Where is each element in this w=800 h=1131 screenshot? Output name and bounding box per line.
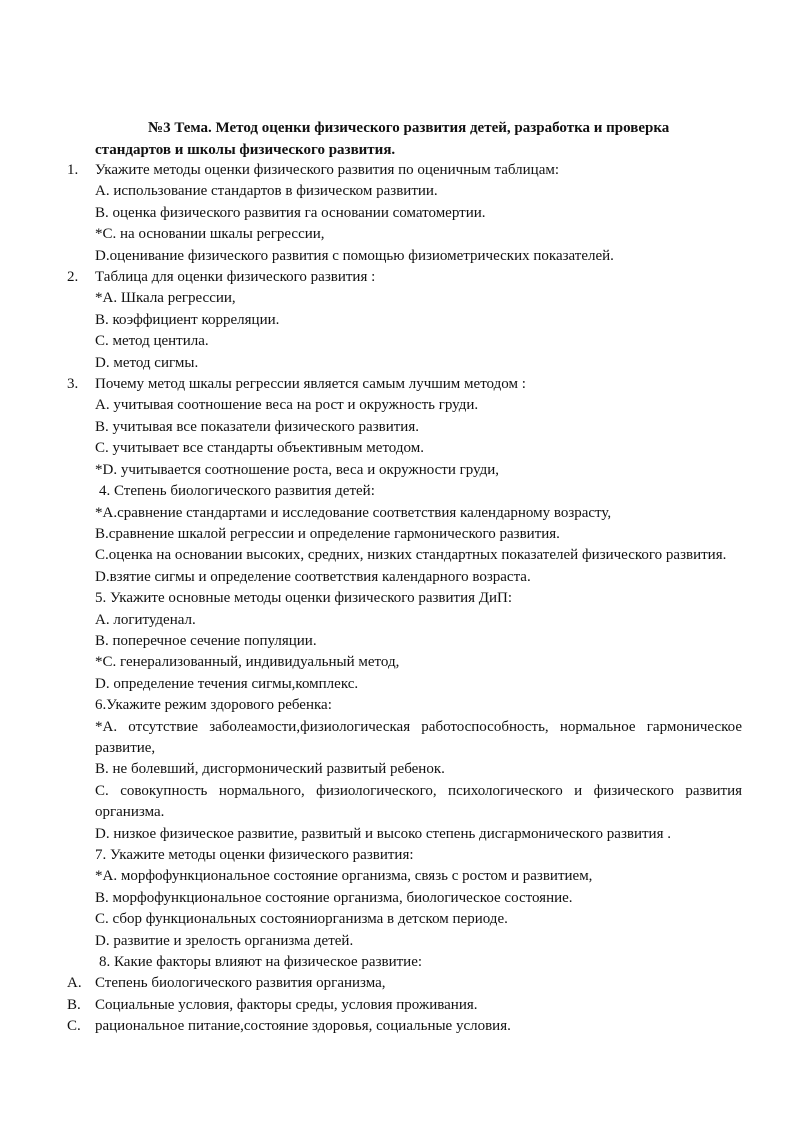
answer-option: В. коэффициент корреляции. [95,311,280,328]
answer-option: В. поперечное сечение популяции. [95,632,317,649]
answer-option: А. учитывая соотношение веса на рост и окружность груди. [95,397,479,414]
factor-item [67,1016,742,1037]
answer-option: В. морфофункциональное состояние организма, биологическое состояние. [95,889,573,906]
question-4: 4. Степень биологического развития детей: [99,483,375,500]
answer-option: В. оценка физического развития га основании соматомертии. [95,204,486,221]
answer-option: А. использование стандартов в физическом развитии. [95,183,438,200]
question-text: Почему метод шкалы регрессии является самым лучшим методом : [95,376,526,393]
answer-option: А. логитуденал. [95,611,196,628]
answer-option: С. сбор функциональных состояниорганизма в детском периоде. [95,911,508,928]
answer-option: В. учитывая все показатели физического развития. [95,418,419,435]
document-title: №3 Тема. Метод оценки физического развития детей, разработка и проверка стандартов и школы физического развития. [95,120,670,158]
answer-option-correct: *А.сравнение стандартами и исследование соответствия календарному возрасту, [95,504,612,521]
question-number: 1. [67,162,79,178]
question-2 [67,267,742,288]
answer-option: D. определение течения сигмы,комплекс. [95,675,359,692]
answer-option-correct: *А. отсутствие заболеамости,физиологическая работоспособность, нормальное гармоническое развитие, [95,718,742,756]
question-8: 8. Какие факторы влияют на физическое развитие: [99,954,423,971]
answer-option: D. развитие и зрелость организма детей. [95,932,354,949]
factor-letter: A. [67,975,82,992]
question-7: 7. Укажите методы оценки физического развития: [95,847,414,863]
answer-option: С. метод центила. [95,333,209,350]
factor-text: Степень биологического развития организма, [95,975,386,992]
factor-letter: B. [67,996,81,1013]
question-6: 6.Укажите режим здорового ребенка: [95,697,332,714]
answer-option: D. низкое физическое развитие, развитый и высоко степень дисгармонического развития . [95,825,671,842]
question-3 [67,374,742,395]
answer-option: D.оценивание физического развития с помощью физиометрических показателей. [95,247,614,264]
answer-option: В. не болевший, дисгормонический развитый ребенок. [95,761,445,778]
questions-list [67,160,742,1038]
question-5: 5. Укажите основные методы оценки физического развития ДиП: [95,590,513,607]
question-text: Таблица для оценки физического развития : [95,269,376,286]
question-number: 2. [67,269,79,286]
answer-option-correct: *А. Шкала регрессии, [95,290,236,307]
answer-option: С.оценка на основании высоких, средних, низких стандартных показателей физического развития. [95,547,727,564]
answer-option-correct: *С. генерализованный, индивидуальный метод, [95,654,400,671]
factor-letter: C. [67,1018,81,1035]
answer-option: В.сравнение шкалой регрессии и определение гармонического развития. [95,525,560,542]
answer-option: D.взятие сигмы и определение соответствия календарного возраста. [95,568,531,585]
answer-option: С. совокупность нормального, физиологического, психологического и физического развития организма. [95,782,742,821]
factor-item [67,973,742,994]
factor-text: Социальные условия, факторы среды, условия проживания. [95,996,478,1013]
question-1 [67,160,742,181]
answer-option-correct: *А. морфофункциональное состояние организма, связь с ростом и развитием, [95,868,593,885]
factor-text: рациональное питание,состояние здоровья, социальные условия. [95,1018,511,1035]
answer-option: С. учитывает все стандарты объективным методом. [95,440,424,457]
answer-option-correct: *D. учитывается соотношение роста, веса и окружности груди, [95,461,500,478]
answer-option-correct: *С. на основании шкалы регрессии, [95,226,325,243]
answer-option: D. метод сигмы. [95,354,199,371]
question-number: 3. [67,376,79,393]
factor-item [67,995,742,1016]
question-text: Укажите методы оценки физического развития по оценичным таблицам: [95,162,560,178]
